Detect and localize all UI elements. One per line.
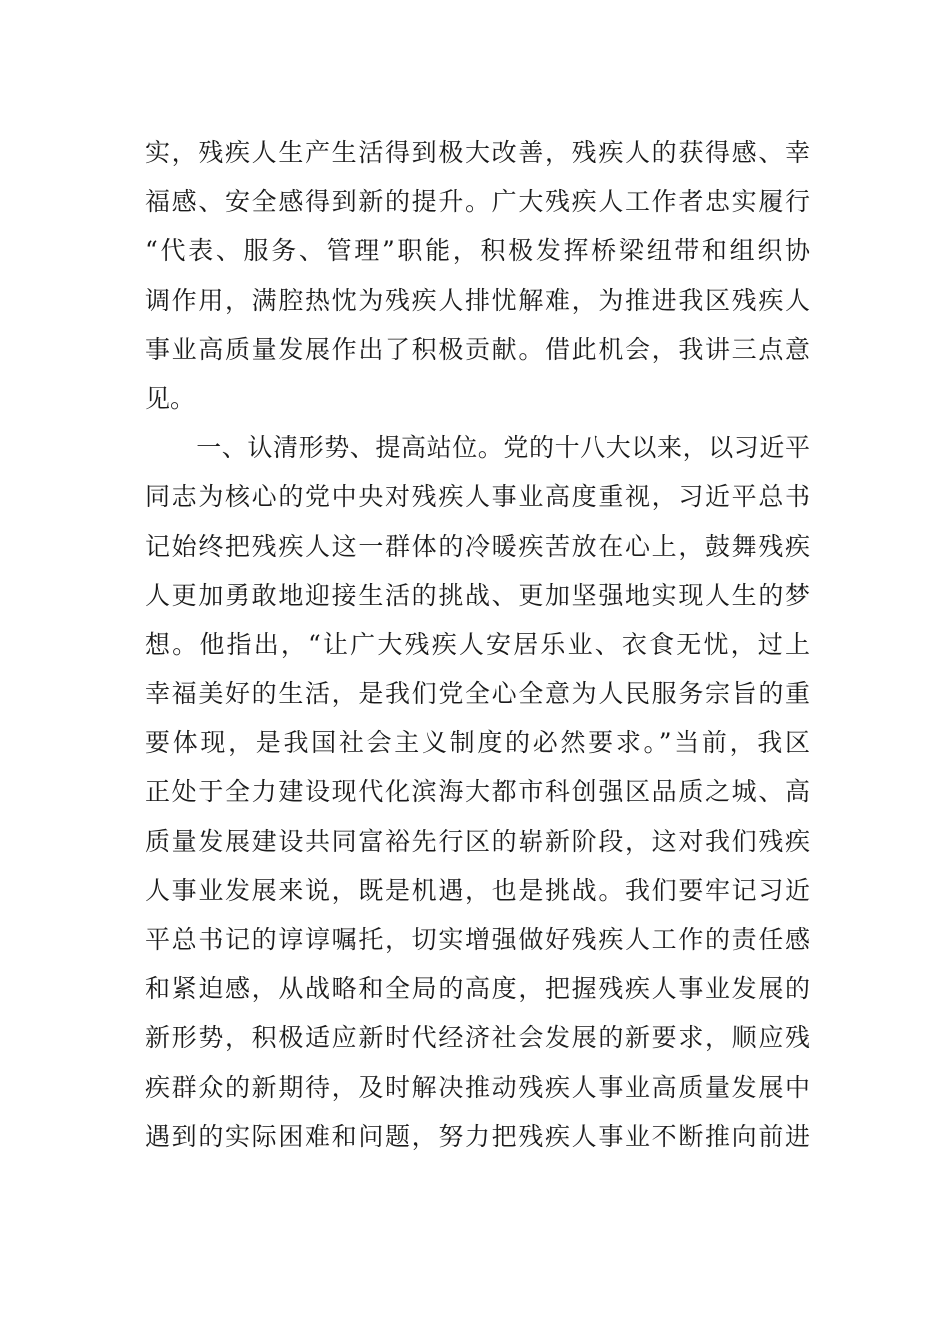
text-line: “代表、服务、管理”职能，积极发挥桥梁纽带和组织协 <box>145 236 810 266</box>
text-line: 福感、安全感得到新的提升。广大残疾人工作者忠实履行 <box>145 187 810 217</box>
text-line: 人更加勇敢地迎接生活的挑战、更加坚强地实现人生的梦 <box>145 580 810 610</box>
text-line: 人事业发展来说，既是机遇，也是挑战。我们要牢记习近 <box>145 875 810 905</box>
document-body-text <box>145 128 810 1161</box>
text-line: 遇到的实际困难和问题，努力把残疾人事业不断推向前进 <box>145 1121 810 1151</box>
text-line: 质量发展建设共同富裕先行区的崭新阶段，这对我们残疾 <box>145 826 810 856</box>
text-line: 想。他指出，“让广大残疾人安居乐业、衣食无忧，过上 <box>145 629 810 659</box>
text-line: 事业高质量发展作出了积极贡献。借此机会，我讲三点意 <box>145 334 810 364</box>
text-line: 平总书记的谆谆嘱托，切实增强做好残疾人工作的责任感 <box>145 925 810 954</box>
text-line: 疾群众的新期待，及时解决推动残疾人事业高质量发展中 <box>145 1072 810 1102</box>
text-line: 调作用，满腔热忱为残疾人排忧解难，为推进我区残疾人 <box>145 285 810 315</box>
text-line: 正处于全力建设现代化滨海大都市科创强区品质之城、高 <box>145 777 810 807</box>
text-line: 和紧迫感，从战略和全局的高度，把握残疾人事业发展的 <box>145 974 810 1004</box>
text-line: 同志为核心的党中央对残疾人事业高度重视，习近平总书 <box>145 482 810 512</box>
text-line: 见。 <box>145 383 196 413</box>
text-line: 实，残疾人生产生活得到极大改善，残疾人的获得感、幸 <box>145 138 810 167</box>
text-line: 幸福美好的生活，是我们党全心全意为人民服务宗旨的重 <box>145 679 810 709</box>
text-line: 新形势，积极适应新时代经济社会发展的新要求，顺应残 <box>145 1023 810 1053</box>
text-line: 记始终把残疾人这一群体的冷暖疾苦放在心上，鼓舞残疾 <box>145 531 810 561</box>
text-line: 一、认清形势、提高站位。党的十八大以来，以习近平 <box>145 433 810 463</box>
text-line: 要体现，是我国社会主义制度的必然要求。”当前，我区 <box>145 728 810 758</box>
